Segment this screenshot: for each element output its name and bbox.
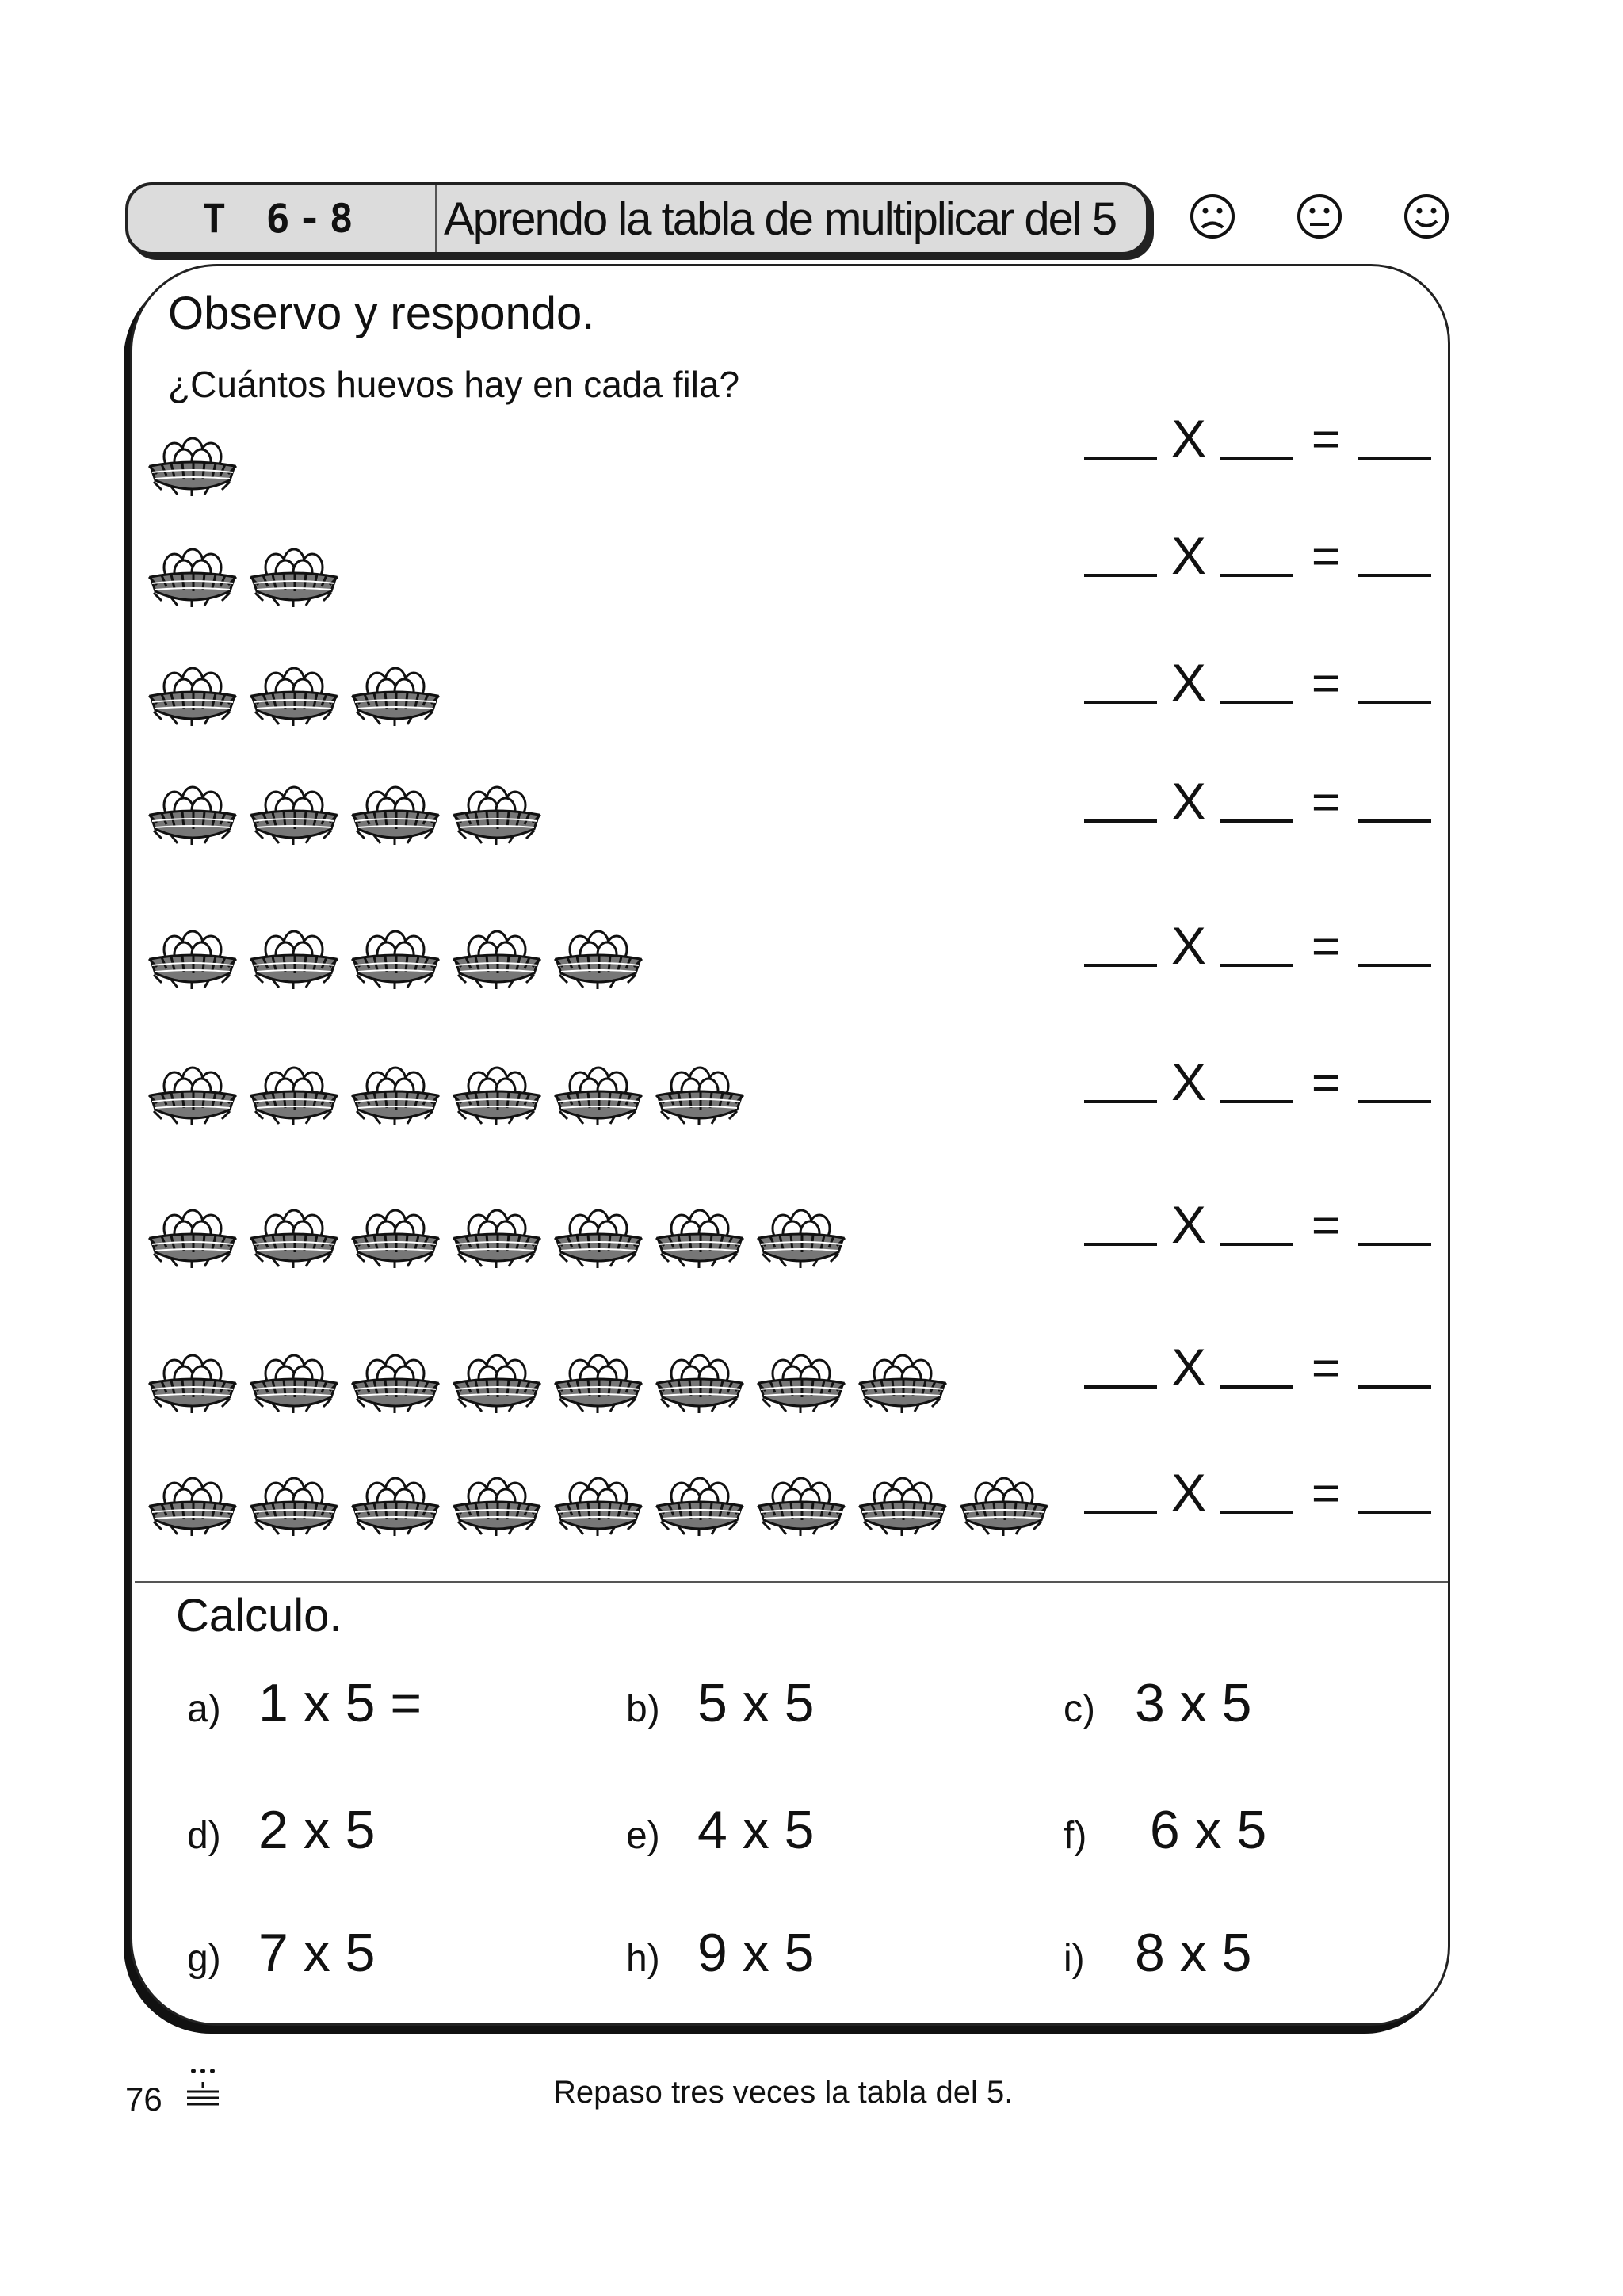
times-symbol: X [1170, 772, 1207, 831]
nest-eggs-icon [553, 927, 643, 991]
section-heading: Observo y respondo. [168, 288, 595, 339]
nest-eggs-icon [249, 783, 339, 846]
exercise-label: f) [1064, 1815, 1087, 1857]
nest-eggs-icon [756, 1206, 846, 1270]
nest-eggs-icon [147, 1206, 238, 1270]
equals-symbol: = [1311, 775, 1341, 830]
nest-eggs-icon [655, 1351, 745, 1415]
multiplication-answer-line [1084, 916, 1433, 975]
times-symbol: X [1170, 1195, 1207, 1254]
exercise-expression: 9 x 5 [697, 1923, 815, 1983]
exercise-label: g) [187, 1938, 221, 1980]
exercise-item [626, 1799, 814, 1861]
nest-eggs-icon [147, 1064, 238, 1127]
abacus-icon [184, 2065, 222, 2112]
nest-eggs-icon [147, 1351, 238, 1415]
nest-eggs-icon [553, 1351, 643, 1415]
exercise-expression: 8 x 5 [1135, 1923, 1252, 1983]
exercise-label: e) [626, 1815, 660, 1857]
nest-eggs-icon [249, 1474, 339, 1538]
result-blank[interactable] [1358, 1240, 1431, 1246]
result-blank[interactable] [1358, 453, 1431, 460]
factor-blank[interactable] [1084, 571, 1157, 577]
rating-faces [1189, 193, 1450, 240]
nest-eggs-icon [756, 1351, 846, 1415]
nest-eggs-icon [147, 927, 238, 991]
exercise-expression: 1 x 5 = [258, 1673, 422, 1733]
nest-eggs-icon [350, 1206, 441, 1270]
multiplication-answer-line [1084, 1338, 1433, 1396]
exercise-item [187, 1922, 375, 1984]
factor-blank[interactable] [1220, 1382, 1293, 1389]
nest-eggs-icon [756, 1474, 846, 1538]
times-symbol: X [1170, 916, 1207, 975]
worksheet-card [130, 264, 1450, 2026]
nest-eggs-icon [553, 1474, 643, 1538]
exercise-item [626, 1672, 814, 1734]
nest-row [147, 783, 542, 846]
exercise-expression: 5 x 5 [697, 1673, 815, 1733]
nest-eggs-icon [655, 1206, 745, 1270]
nest-row [147, 1064, 745, 1127]
exercise-item [626, 1922, 814, 1984]
equals-symbol: = [1311, 1466, 1341, 1521]
nest-eggs-icon [147, 783, 238, 846]
nest-eggs-icon [249, 664, 339, 728]
times-symbol: X [1170, 1338, 1207, 1396]
factor-blank[interactable] [1220, 961, 1293, 967]
nest-eggs-icon [350, 783, 441, 846]
exercise-expression: 4 x 5 [697, 1800, 815, 1860]
nest-row [147, 1474, 1049, 1538]
nest-eggs-icon [249, 1206, 339, 1270]
nest-eggs-icon [249, 1064, 339, 1127]
factor-blank[interactable] [1084, 1382, 1157, 1389]
factor-blank[interactable] [1084, 697, 1157, 704]
multiplication-answer-line [1084, 409, 1433, 468]
nest-eggs-icon [553, 1064, 643, 1127]
multiplication-answer-line [1084, 653, 1433, 712]
factor-blank[interactable] [1084, 453, 1157, 460]
times-symbol: X [1170, 409, 1207, 468]
equals-symbol: = [1311, 1341, 1341, 1396]
nest-eggs-icon [350, 1351, 441, 1415]
section-divider [135, 1581, 1448, 1583]
equals-symbol: = [1311, 529, 1341, 584]
nest-row [147, 545, 339, 609]
factor-blank[interactable] [1220, 816, 1293, 823]
equals-symbol: = [1311, 1056, 1341, 1110]
factor-blank[interactable] [1084, 1507, 1157, 1514]
nest-eggs-icon [249, 545, 339, 609]
exercise-expression: 3 x 5 [1135, 1673, 1252, 1733]
exercise-label: a) [187, 1688, 221, 1730]
worksheet-header [125, 182, 1149, 255]
nest-row [147, 1206, 846, 1270]
exercise-expression: 6 x 5 [1135, 1800, 1267, 1860]
factor-blank[interactable] [1220, 1507, 1293, 1514]
factor-blank[interactable] [1220, 1097, 1293, 1103]
times-symbol: X [1170, 1052, 1207, 1111]
multiplication-answer-line [1084, 1195, 1433, 1254]
nest-eggs-icon [147, 1474, 238, 1538]
exercise-item [1064, 1672, 1251, 1734]
sad-face-icon[interactable] [1189, 193, 1236, 240]
nest-row [147, 1351, 948, 1415]
factor-blank[interactable] [1220, 697, 1293, 704]
equals-symbol: = [1311, 1198, 1341, 1253]
footer-instruction: Repaso tres veces la tabla del 5. [553, 2075, 1014, 2110]
nest-eggs-icon [452, 1206, 542, 1270]
nest-eggs-icon [147, 545, 238, 609]
nest-eggs-icon [147, 664, 238, 728]
result-blank[interactable] [1358, 816, 1431, 823]
factor-blank[interactable] [1220, 453, 1293, 460]
neutral-face-icon[interactable] [1296, 193, 1343, 240]
nest-eggs-icon [350, 1064, 441, 1127]
exercise-label: c) [1064, 1688, 1095, 1730]
nest-eggs-icon [857, 1474, 948, 1538]
nest-eggs-icon [350, 664, 441, 728]
page-number: 76 [125, 2080, 162, 2118]
multiplication-answer-line [1084, 1052, 1433, 1111]
lesson-code: T 6-8 [128, 185, 437, 252]
multiplication-answer-line [1084, 772, 1433, 831]
exercise-label: i) [1064, 1938, 1085, 1980]
nest-eggs-icon [249, 1351, 339, 1415]
nest-eggs-icon [147, 434, 238, 498]
result-blank[interactable] [1358, 697, 1431, 704]
times-symbol: X [1170, 526, 1207, 585]
exercise-item [187, 1672, 422, 1734]
result-blank[interactable] [1358, 961, 1431, 967]
calc-heading: Calculo. [176, 1590, 342, 1641]
nest-eggs-icon [350, 1474, 441, 1538]
factor-blank[interactable] [1220, 1240, 1293, 1246]
exercise-expression: 2 x 5 [258, 1800, 376, 1860]
nest-eggs-icon [249, 927, 339, 991]
result-blank[interactable] [1358, 1507, 1431, 1514]
exercise-item [1064, 1799, 1266, 1861]
result-blank[interactable] [1358, 1382, 1431, 1389]
result-blank[interactable] [1358, 571, 1431, 577]
nest-eggs-icon [655, 1474, 745, 1538]
exercise-item [1064, 1922, 1251, 1984]
nest-eggs-icon [857, 1351, 948, 1415]
times-symbol: X [1170, 1463, 1207, 1522]
factor-blank[interactable] [1084, 816, 1157, 823]
nest-eggs-icon [452, 1351, 542, 1415]
lesson-title: Aprendo la tabla de multiplicar del 5 [444, 193, 1117, 245]
nest-row [147, 664, 441, 728]
exercise-label: b) [626, 1688, 660, 1730]
factor-blank[interactable] [1084, 1240, 1157, 1246]
factor-blank[interactable] [1084, 1097, 1157, 1103]
nest-row [147, 927, 643, 991]
times-symbol: X [1170, 653, 1207, 712]
equals-symbol: = [1311, 919, 1341, 974]
exercise-expression: 7 x 5 [258, 1923, 376, 1983]
nest-eggs-icon [350, 927, 441, 991]
multiplication-answer-line [1084, 1463, 1433, 1522]
nest-row [147, 434, 238, 498]
equals-symbol: = [1311, 656, 1341, 711]
nest-eggs-icon [452, 783, 542, 846]
exercise-label: h) [626, 1938, 660, 1980]
section-question: ¿Cuántos huevos hay en cada fila? [168, 364, 740, 405]
nest-eggs-icon [553, 1206, 643, 1270]
multiplication-answer-line [1084, 526, 1433, 585]
factor-blank[interactable] [1220, 571, 1293, 577]
exercise-label: d) [187, 1815, 221, 1857]
equals-symbol: = [1311, 412, 1341, 467]
nest-eggs-icon [959, 1474, 1049, 1538]
result-blank[interactable] [1358, 1097, 1431, 1103]
nest-eggs-icon [452, 1064, 542, 1127]
nest-eggs-icon [655, 1064, 745, 1127]
nest-eggs-icon [452, 927, 542, 991]
factor-blank[interactable] [1084, 961, 1157, 967]
exercise-item [187, 1799, 375, 1861]
happy-face-icon[interactable] [1403, 193, 1450, 240]
nest-eggs-icon [452, 1474, 542, 1538]
